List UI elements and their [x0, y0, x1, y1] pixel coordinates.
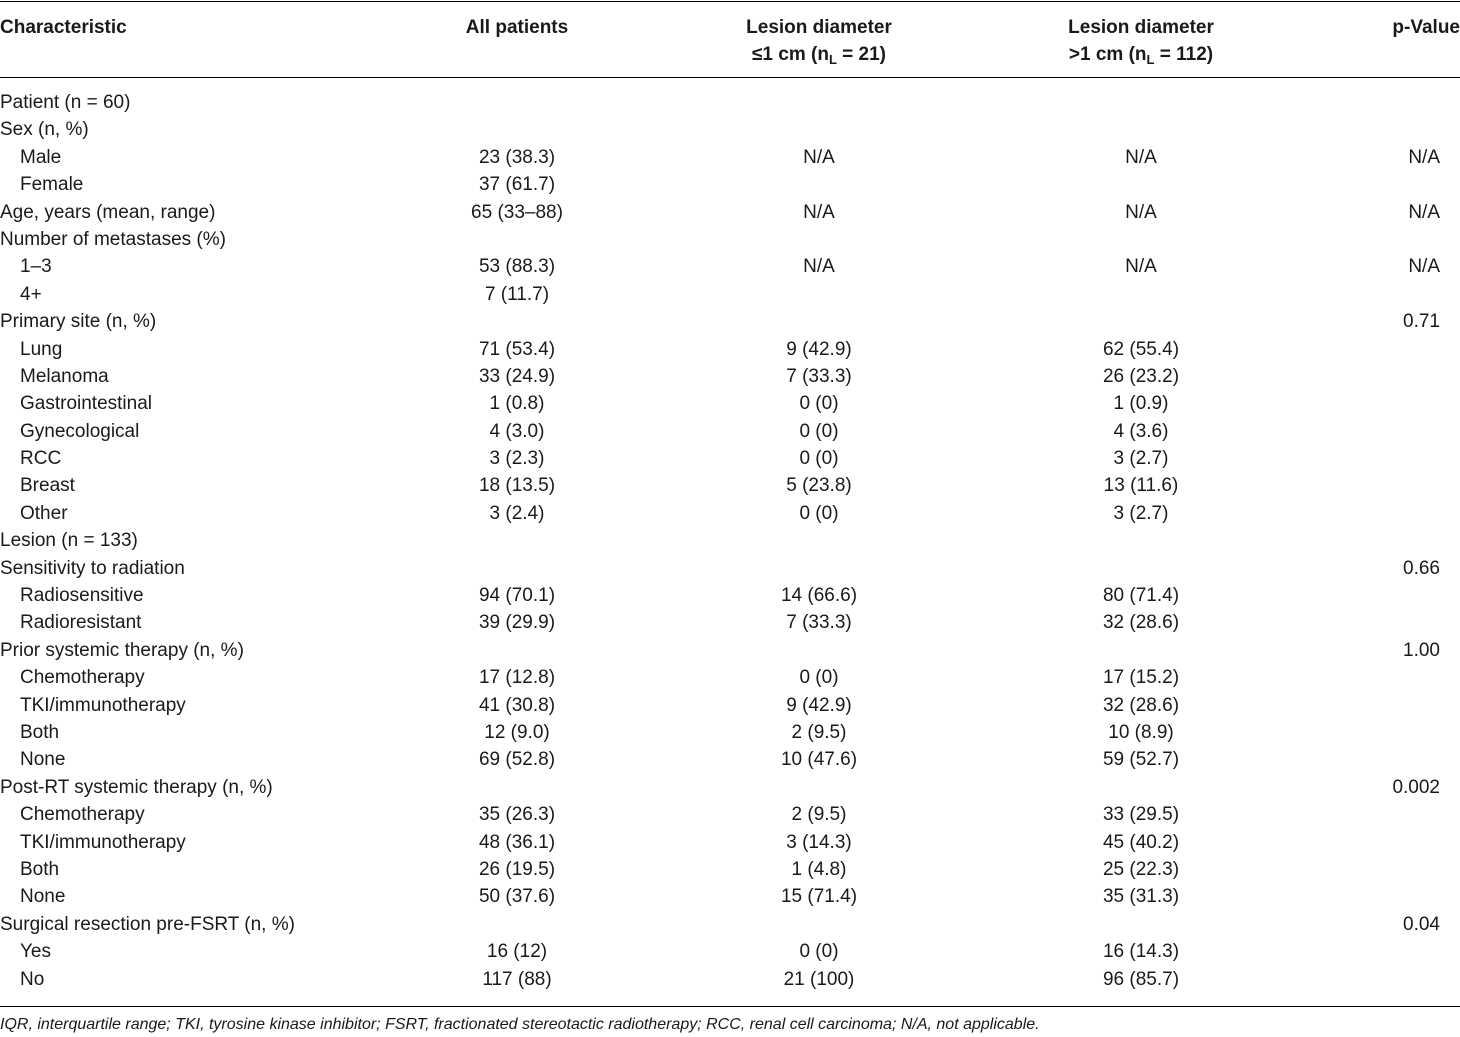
row-label: Radioresistant: [20, 612, 142, 634]
table-row: [0, 500, 1460, 527]
cell-all-patients: 33 (24.9): [478, 365, 556, 387]
header-lesion-small-line1: Lesion diameter: [746, 17, 892, 38]
row-label: Primary site (n, %): [0, 311, 157, 333]
row-label: Lung: [20, 338, 63, 360]
cell-lesion-large: 62 (55.4): [1102, 338, 1180, 360]
header-lesion-large-line2: >1 cm $(n_L = 112)$: [1068, 44, 1214, 67]
table-row: [0, 281, 1460, 308]
cell-lesion-small: 7 (33.3): [786, 612, 852, 634]
cell-lesion-large: 25 (22.3): [1102, 858, 1180, 880]
cell-lesion-small: 1 (4.8): [791, 858, 847, 880]
cell-lesion-small: 0 (0): [799, 393, 839, 415]
row-label: Sex (n, %): [0, 119, 89, 141]
cell-lesion-large: 33 (29.5): [1102, 804, 1180, 826]
header-lesion-small: [704, 14, 934, 69]
header-lesion-small-line2: ≤1 cm $(n_L = 21)$: [751, 44, 887, 67]
table-row: [0, 144, 1460, 171]
table-row: [0, 856, 1460, 883]
table-row: [0, 664, 1460, 691]
cell-lesion-large: N/A: [1125, 256, 1157, 278]
row-label: Chemotherapy: [20, 667, 145, 689]
table-row: [0, 308, 1460, 335]
cell-all-patients: 26 (19.5): [478, 858, 556, 880]
cell-lesion-small: 0 (0): [799, 420, 839, 442]
cell-all-patients: 35 (26.3): [478, 804, 556, 826]
cell-lesion-small: N/A: [803, 256, 835, 278]
row-label: TKI/immunotherapy: [20, 694, 186, 716]
row-label: 4+: [20, 283, 42, 305]
cell-lesion-large: 3 (2.7): [1113, 502, 1169, 524]
cell-lesion-small: 21 (100): [783, 968, 855, 990]
row-label: 1–3: [20, 256, 52, 278]
cell-pvalue: 1.00: [1403, 639, 1440, 661]
cell-lesion-large: N/A: [1125, 146, 1157, 168]
row-label: Melanoma: [20, 365, 109, 387]
row-label: Age, years (mean, range): [0, 201, 216, 223]
cell-all-patients: 37 (61.7): [478, 174, 556, 196]
cell-lesion-small: 0 (0): [799, 502, 839, 524]
table-row: [0, 527, 1460, 554]
cell-all-patients: 16 (12): [486, 941, 548, 963]
row-label: Other: [20, 502, 68, 524]
table-row: [0, 692, 1460, 719]
cell-pvalue: 0.04: [1403, 913, 1440, 935]
cell-lesion-large: 32 (28.6): [1102, 694, 1180, 716]
row-label: Yes: [20, 941, 51, 963]
cell-all-patients: 17 (12.8): [478, 667, 556, 689]
cell-lesion-large: 1 (0.9): [1113, 393, 1169, 415]
cell-lesion-large: 16 (14.3): [1102, 941, 1180, 963]
table-footnote: IQR, interquartile range; TKI, tyrosine kinase inhibitor; FSRT, fractionated stereotactic radiotherapy; RCC, renal cell carcinoma; N/A, not applicable.: [0, 1016, 1040, 1033]
row-label: No: [20, 968, 45, 990]
table-row: [0, 418, 1460, 445]
cell-lesion-large: 80 (71.4): [1102, 585, 1180, 607]
cell-lesion-large: N/A: [1125, 201, 1157, 223]
cell-pvalue: N/A: [1408, 256, 1440, 278]
row-label: None: [20, 886, 66, 908]
row-label: Female: [20, 174, 84, 196]
table-row: [0, 89, 1460, 116]
table-row: [0, 801, 1460, 828]
cell-lesion-small: 9 (42.9): [786, 694, 852, 716]
cell-lesion-small: 0 (0): [799, 941, 839, 963]
header-pvalue: p-Value: [1392, 17, 1460, 38]
row-label: Male: [20, 146, 62, 168]
cell-all-patients: 39 (29.9): [478, 612, 556, 634]
row-label: Gastrointestinal: [20, 393, 153, 415]
cell-lesion-large: 13 (11.6): [1103, 475, 1179, 497]
table-row: [0, 719, 1460, 746]
cell-all-patients: 50 (37.6): [478, 886, 556, 908]
row-label: TKI/immunotherapy: [20, 831, 186, 853]
table-row: [0, 966, 1460, 993]
row-label: RCC: [20, 448, 62, 470]
table-header-rule: [0, 77, 1460, 78]
table-row: [0, 226, 1460, 253]
cell-lesion-large: 4 (3.6): [1113, 420, 1169, 442]
cell-pvalue: 0.66: [1403, 557, 1440, 579]
table-row: [0, 883, 1460, 910]
cell-all-patients: 3 (2.4): [489, 502, 545, 524]
table-bottom-rule: [0, 1006, 1460, 1007]
header-lesion-large-line1: Lesion diameter: [1068, 17, 1214, 38]
cell-lesion-small: 0 (0): [799, 448, 839, 470]
cell-lesion-small: 2 (9.5): [791, 721, 847, 743]
cell-lesion-small: N/A: [803, 201, 835, 223]
row-label: Gynecological: [20, 420, 140, 442]
cell-lesion-large: 59 (52.7): [1102, 749, 1180, 771]
row-label: Both: [20, 858, 60, 880]
row-label: Prior systemic therapy (n, %): [0, 639, 244, 661]
table-row: [0, 582, 1460, 609]
cell-all-patients: 1 (0.8): [489, 393, 545, 415]
cell-all-patients: 117 (88): [482, 968, 552, 990]
table-top-rule: [0, 1, 1460, 2]
cell-all-patients: 48 (36.1): [478, 831, 556, 853]
cell-lesion-small: N/A: [803, 146, 835, 168]
cell-lesion-large: 32 (28.6): [1102, 612, 1180, 634]
row-label: Radiosensitive: [20, 585, 144, 607]
cell-lesion-small: 7 (33.3): [786, 365, 852, 387]
row-label: Breast: [20, 475, 75, 497]
row-label: Lesion (n = 133): [0, 530, 138, 552]
cell-lesion-large: 26 (23.2): [1102, 365, 1180, 387]
table-body: [0, 89, 1460, 993]
cell-lesion-small: 2 (9.5): [791, 804, 847, 826]
cell-lesion-large: 10 (8.9): [1108, 721, 1174, 743]
cell-pvalue: 0.002: [1392, 776, 1440, 798]
table-row: [0, 445, 1460, 472]
row-label: Patient (n = 60): [0, 92, 131, 113]
cell-lesion-small: 14 (66.6): [780, 585, 858, 607]
table-row: [0, 774, 1460, 801]
cell-all-patients: 94 (70.1): [478, 585, 556, 607]
table-row: [0, 938, 1460, 965]
cell-all-patients: 23 (38.3): [478, 146, 556, 168]
cell-all-patients: 69 (52.8): [478, 749, 556, 771]
table-row: [0, 171, 1460, 198]
cell-lesion-small: 15 (71.4): [780, 886, 858, 908]
table-row: [0, 116, 1460, 143]
row-label: Chemotherapy: [20, 804, 145, 826]
cell-all-patients: 18 (13.5): [478, 475, 556, 497]
cell-all-patients: 4 (3.0): [489, 420, 545, 442]
table-row: [0, 911, 1460, 938]
header-lesion-large: [1026, 14, 1256, 69]
table-row: [0, 363, 1460, 390]
cell-all-patients: 3 (2.3): [489, 448, 545, 470]
row-label: Both: [20, 721, 60, 743]
cell-lesion-large: 45 (40.2): [1102, 831, 1180, 853]
table-row: [0, 199, 1460, 226]
cell-all-patients: 12 (9.0): [484, 721, 550, 743]
cell-lesion-small: 3 (14.3): [786, 831, 852, 853]
row-label: Surgical resection pre-FSRT (n, %): [0, 913, 295, 935]
header-all-patients: All patients: [465, 17, 569, 38]
cell-lesion-small: 5 (23.8): [786, 475, 852, 497]
cell-all-patients: 7 (11.7): [484, 283, 550, 305]
table-row: [0, 336, 1460, 363]
cell-all-patients: 65 (33–88): [471, 201, 563, 223]
cell-lesion-large: 96 (85.7): [1102, 968, 1180, 990]
cell-lesion-small: 9 (42.9): [786, 338, 852, 360]
cell-all-patients: 41 (30.8): [478, 694, 556, 716]
cell-pvalue: N/A: [1408, 201, 1440, 223]
cell-all-patients: 71 (53.4): [478, 338, 556, 360]
table-row: [0, 253, 1460, 280]
cell-lesion-small: 10 (47.6): [780, 749, 858, 771]
table-row: [0, 637, 1460, 664]
cell-all-patients: 53 (88.3): [478, 256, 556, 278]
table-row: [0, 609, 1460, 636]
cell-lesion-large: 17 (15.2): [1102, 667, 1180, 689]
row-label: Post-RT systemic therapy (n, %): [0, 776, 273, 798]
cell-lesion-small: 0 (0): [799, 667, 839, 689]
header-characteristic: Characteristic: [0, 17, 127, 38]
row-label: Number of metastases (%): [0, 228, 226, 250]
cell-lesion-large: 3 (2.7): [1113, 448, 1169, 470]
table-row: [0, 472, 1460, 499]
table-row: [0, 746, 1460, 773]
cell-lesion-large: 35 (31.3): [1102, 886, 1180, 908]
table-row: [0, 555, 1460, 582]
row-label: None: [20, 749, 66, 771]
row-label: Sensitivity to radiation: [0, 557, 185, 579]
table-row: [0, 829, 1460, 856]
cell-pvalue: N/A: [1408, 146, 1440, 168]
table-row: [0, 390, 1460, 417]
cell-pvalue: 0.71: [1403, 311, 1440, 333]
